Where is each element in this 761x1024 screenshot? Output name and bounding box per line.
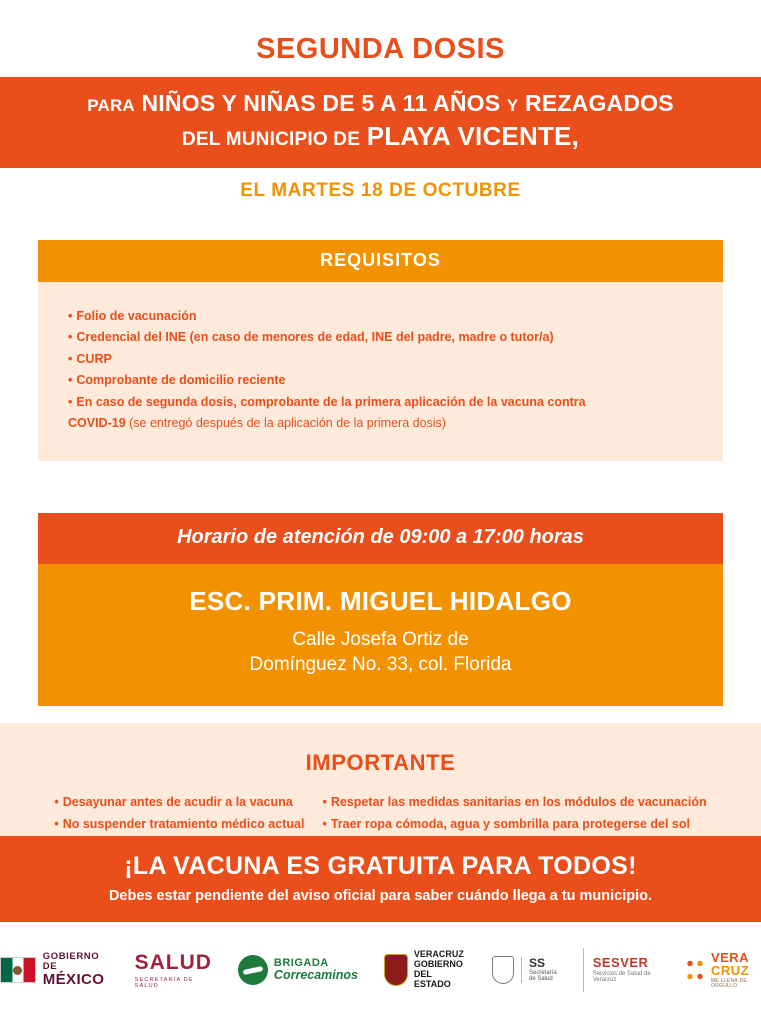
logo-ss-line1: SS (529, 956, 546, 971)
logo-sesver-line1: SESVER (592, 955, 649, 971)
requisito-continuation (68, 413, 693, 435)
header-band (0, 77, 761, 168)
roadrunner-icon (238, 955, 268, 985)
list-item (322, 814, 706, 836)
logo-vc-line3: ME LLENA DE ORGULLO (710, 978, 748, 989)
event-date: EL MARTES 18 DE OCTUBRE (240, 179, 521, 201)
importante-text: No suspender tratamiento médico actual (62, 816, 305, 831)
bullet-icon: • (68, 394, 73, 409)
header-band-line1 (10, 89, 751, 118)
logo-veracruz-gobierno (384, 948, 466, 992)
logo-vc-text (711, 951, 761, 989)
logo-gobierno-de-mexico (0, 948, 109, 992)
header-band-conjunction: Y (506, 96, 519, 115)
logo-ss-line2: Secretaría (529, 970, 557, 976)
list-item (68, 306, 693, 328)
logo-ss-text (521, 957, 557, 982)
logo-veracruz-line1: VERACRUZ (413, 949, 464, 960)
mexican-flag-icon (0, 957, 36, 983)
importante-heading: IMPORTANTE (305, 750, 456, 775)
list-item (54, 814, 304, 836)
logo-sesver-line2: Servicios de Salud de Veracruz (592, 970, 651, 984)
coat-of-arms-icon (384, 954, 408, 986)
importante-columns (20, 792, 741, 836)
header-band-rezagados: REZAGADOS (525, 90, 674, 116)
logo-vc-line2: CRUZ (710, 963, 750, 978)
requisito-text: CURP (76, 351, 112, 366)
requisito-text: Folio de vacunación (76, 308, 197, 323)
dots-pattern-icon (685, 957, 705, 983)
requisito-covid-label: COVID-19 (68, 416, 126, 431)
bullet-icon: • (322, 795, 327, 809)
logo-veracruz-orgullo (685, 948, 761, 992)
sede-nombre: ESC. PRIM. MIGUEL HIDALGO (189, 585, 572, 616)
logo-gobierno-text (43, 952, 109, 988)
requisitos-list (38, 282, 723, 461)
sede-direccion-linea2: Domínguez No. 33, col. Florida (249, 654, 512, 676)
requisito-text: En caso de segunda dosis, comprobante de la primera aplicación de la vacuna contra (76, 394, 586, 409)
logo-strip (0, 935, 761, 1005)
importante-column-right (322, 792, 706, 836)
logo-brigada-text (274, 957, 358, 983)
list-item (54, 792, 304, 814)
requisito-text: Comprobante de domicilio reciente (76, 373, 286, 388)
sede-direccion-linea1: Calle Josefa Ortiz de (292, 628, 469, 650)
logo-salud-line1: SALUD (134, 951, 212, 974)
logo-veracruz-text (414, 950, 466, 990)
shield-icon (492, 956, 514, 984)
logo-gobierno-line1: GOBIERNO DE (42, 951, 100, 973)
sede-direccion (58, 627, 703, 678)
sede-body (38, 564, 723, 706)
logo-secretaria-de-salud-veracruz (492, 948, 557, 992)
requisito-text: Credencial del INE (en caso de menores de edad, INE del padre, madre o tutor/a) (76, 330, 554, 345)
page-title: SEGUNDA DOSIS (256, 33, 505, 65)
requisitos-heading: REQUISITOS (38, 240, 723, 282)
gratuita-band (0, 836, 761, 922)
logo-brigada-line2: Correcaminos (273, 968, 358, 983)
logo-sesver-text (593, 956, 659, 983)
requisito-covid-note: (se entregó después de la aplicación de la primera dosis) (125, 416, 446, 431)
list-item (68, 370, 693, 392)
importante-text: Desayunar antes de acudir a la vacuna (62, 795, 293, 809)
bullet-icon: • (68, 351, 73, 366)
gratuita-subtitle: Debes estar pendiente del aviso oficial para saber cuándo llega a tu municipio. (108, 888, 653, 904)
importante-column-left (54, 792, 304, 836)
logo-salud-line2: SECRETARÍA DE SALUD (134, 977, 194, 989)
header-band-audience: NIÑOS Y NIÑAS DE 5 A 11 AÑOS (141, 90, 501, 116)
requisitos-section (38, 240, 723, 461)
bullet-icon: • (54, 816, 59, 831)
logo-ss-line3: de Salud (529, 976, 553, 983)
header-band-municipio: PLAYA VICENTE, (366, 121, 579, 152)
logo-vc-line1: VERA (710, 950, 750, 965)
header-band-prefix: PARA (87, 96, 135, 115)
logo-gobierno-line2: MÉXICO (42, 971, 105, 989)
bullet-icon: • (68, 330, 73, 345)
logo-veracruz-line2: GOBIERNO (413, 959, 463, 970)
list-item (68, 392, 693, 435)
horario-text: Horario de atención de 09:00 a 17:00 horas (38, 513, 723, 564)
bullet-icon: • (54, 795, 59, 809)
logo-sesver (583, 948, 659, 992)
logo-brigada-line1: BRIGADA (273, 957, 329, 970)
logo-veracruz-line3: DEL ESTADO (413, 969, 451, 989)
list-item (68, 349, 693, 371)
logo-salud (135, 948, 212, 992)
list-item (68, 327, 693, 349)
importante-text: Respetar las medidas sanitarias en los módulos de vacunación (330, 795, 707, 809)
sede-section (38, 513, 723, 706)
header-band-line2 (10, 120, 751, 153)
list-item (322, 792, 706, 814)
gratuita-title: ¡LA VACUNA ES GRATUITA PARA TODOS! (124, 852, 637, 880)
bullet-icon: • (322, 816, 327, 831)
bullet-icon: • (68, 308, 73, 323)
logo-brigada-correcaminos (238, 948, 358, 992)
importante-text: Traer ropa cómoda, agua y sombrilla para protegerse del sol (330, 816, 690, 831)
header-band-municipio-prefix: DEL MUNICIPIO DE (182, 129, 361, 151)
bullet-icon: • (68, 373, 73, 388)
